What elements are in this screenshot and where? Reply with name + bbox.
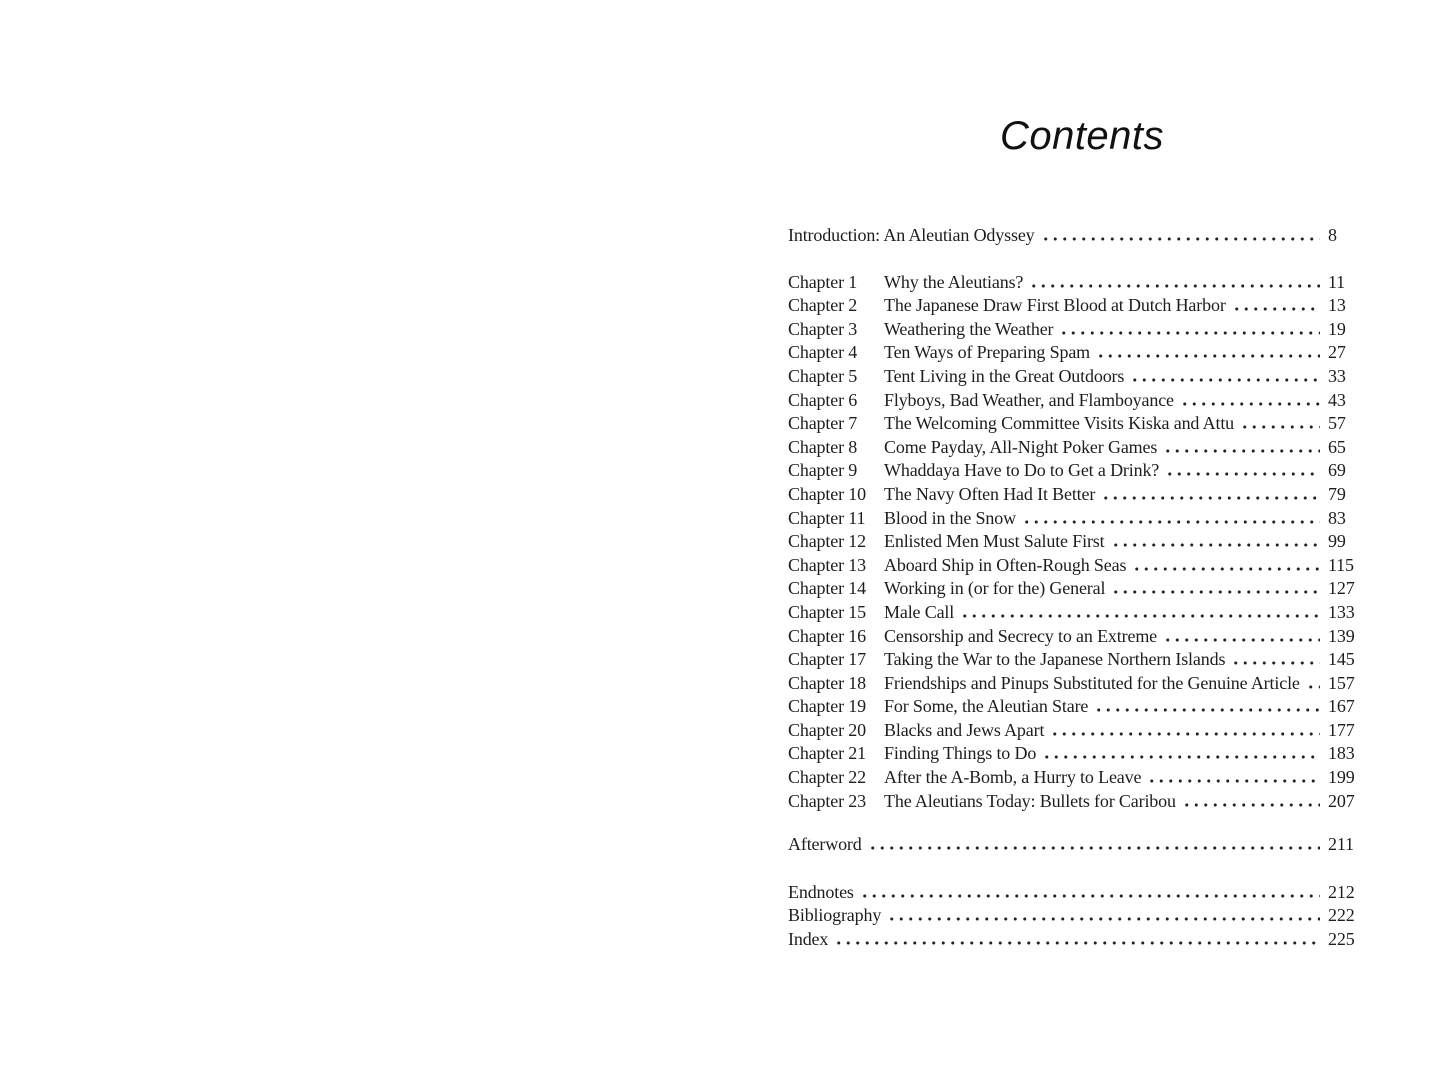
toc-row-chapter: [788, 742, 1358, 766]
toc-row-chapter: [788, 719, 1358, 743]
toc-row-afterword: [788, 833, 1358, 857]
chapter-title: Blood in the Snow: [884, 507, 1016, 528]
page-number: 157: [1328, 672, 1355, 693]
afterword-section: [788, 833, 1358, 857]
page-number: 13: [1328, 295, 1346, 316]
toc-row-chapter: [788, 648, 1358, 672]
contents-sheet: [788, 0, 1358, 952]
entry-title: Bibliography: [788, 905, 882, 926]
page-number: 11: [1328, 271, 1346, 292]
page-number: 145: [1328, 649, 1355, 670]
toc-row-introduction: [788, 224, 1358, 248]
intro-section: [788, 224, 1358, 248]
chapter-label: Chapter 10: [788, 483, 866, 504]
page-number: 79: [1328, 483, 1346, 504]
page-number: 211: [1328, 834, 1354, 855]
chapter-title: The Aleutians Today: Bullets for Caribou: [884, 790, 1176, 811]
page-number: 212: [1328, 881, 1355, 902]
chapter-label: Chapter 4: [788, 342, 858, 363]
toc-row-back-matter: [788, 881, 1358, 905]
chapter-title: Weathering the Weather: [884, 318, 1054, 339]
toc-row-chapter: [788, 294, 1358, 318]
toc-row-chapter: [788, 459, 1358, 483]
toc-row-chapter: [788, 790, 1358, 814]
toc-row-back-matter: [788, 928, 1358, 952]
toc-row-back-matter: [788, 904, 1358, 928]
chapter-title: Censorship and Secrecy to an Extreme: [884, 625, 1158, 646]
toc-row-chapter: [788, 672, 1358, 696]
chapter-label: Chapter 6: [788, 389, 858, 410]
toc-row-chapter: [788, 271, 1358, 295]
chapter-label: Chapter 16: [788, 625, 866, 646]
entry-title: Introduction: An Aleutian Odyssey: [788, 225, 1035, 245]
toc-row-chapter: [788, 436, 1358, 460]
toc-row-chapter: [788, 554, 1358, 578]
chapter-label: Chapter 8: [788, 436, 858, 457]
page-number: 199: [1328, 767, 1355, 788]
page-number: 225: [1328, 929, 1355, 950]
page-number: 183: [1328, 743, 1355, 764]
chapter-label: Chapter 22: [788, 767, 866, 788]
page-number: 43: [1328, 389, 1346, 410]
page-number: 127: [1328, 578, 1355, 599]
toc-row-chapter: [788, 577, 1358, 601]
entry-title: Endnotes: [788, 881, 854, 902]
page-number: 177: [1328, 719, 1355, 740]
page-number: 167: [1328, 696, 1355, 717]
chapter-title: Taking the War to the Japanese Northern Islands: [884, 649, 1226, 670]
page-number: 33: [1328, 365, 1346, 386]
toc-row-chapter: [788, 412, 1358, 436]
chapter-title: Enlisted Men Must Salute First: [884, 531, 1105, 552]
toc-row-chapter: [788, 601, 1358, 625]
chapter-label: Chapter 19: [788, 696, 866, 717]
page-number: 19: [1328, 318, 1346, 339]
page-title: Contents: [999, 114, 1165, 158]
chapter-label: Chapter 15: [788, 601, 866, 622]
toc-row-chapter: [788, 483, 1358, 507]
toc-row-chapter: [788, 318, 1358, 342]
toc-row-chapter: [788, 530, 1358, 554]
chapter-title: The Welcoming Committee Visits Kiska and Attu: [884, 413, 1235, 434]
chapter-title: Friendships and Pinups Substituted for the Genuine Article: [884, 672, 1300, 693]
chapter-list: [788, 271, 1358, 814]
chapter-label: Chapter 1: [788, 271, 858, 292]
toc-row-chapter: [788, 365, 1358, 389]
page-number: 8: [1328, 225, 1337, 245]
chapter-label: Chapter 3: [788, 318, 858, 339]
chapter-label: Chapter 13: [788, 554, 866, 575]
chapter-title: Ten Ways of Preparing Spam: [884, 342, 1091, 363]
chapter-title: After the A-Bomb, a Hurry to Leave: [884, 767, 1142, 788]
chapter-label: Chapter 7: [788, 413, 858, 434]
entry-title: Index: [788, 929, 829, 950]
table-of-contents: [788, 224, 1358, 952]
chapter-title: Male Call: [884, 601, 955, 622]
chapter-label: Chapter 23: [788, 790, 866, 811]
chapter-title: Come Payday, All-Night Poker Games: [884, 436, 1158, 457]
chapter-label: Chapter 9: [788, 460, 858, 481]
page-number: 57: [1328, 413, 1346, 434]
page-number: 133: [1328, 601, 1355, 622]
page-number: 83: [1328, 507, 1346, 528]
toc-row-chapter: [788, 341, 1358, 365]
chapter-label: Chapter 18: [788, 672, 866, 693]
page-number: 27: [1328, 342, 1346, 363]
page-number: 139: [1328, 625, 1355, 646]
page-number: 222: [1328, 905, 1355, 926]
page-number: 115: [1328, 554, 1354, 575]
toc-row-chapter: [788, 695, 1358, 719]
toc-row-chapter: [788, 766, 1358, 790]
chapter-title: Working in (or for the) General: [884, 578, 1106, 599]
chapter-label: Chapter 12: [788, 531, 866, 552]
chapter-label: Chapter 2: [788, 295, 858, 316]
back-matter-list: [788, 881, 1358, 952]
chapter-title: Aboard Ship in Often-Rough Seas: [884, 554, 1127, 575]
chapter-label: Chapter 20: [788, 719, 866, 740]
chapter-title: The Japanese Draw First Blood at Dutch Harbor: [884, 295, 1226, 316]
page-number: 65: [1328, 436, 1346, 457]
chapter-title: Finding Things to Do: [884, 743, 1037, 764]
chapter-title: Whaddaya Have to Do to Get a Drink?: [884, 460, 1160, 481]
page-number: 99: [1328, 531, 1346, 552]
entry-title: Afterword: [788, 834, 862, 855]
chapter-title: The Navy Often Had It Better: [884, 483, 1096, 504]
page-number: 207: [1328, 790, 1355, 811]
chapter-label: Chapter 14: [788, 578, 866, 599]
chapter-label: Chapter 17: [788, 649, 866, 670]
chapter-label: Chapter 21: [788, 743, 866, 764]
chapter-label: Chapter 5: [788, 365, 858, 386]
chapter-title: Tent Living in the Great Outdoors: [884, 365, 1125, 386]
chapter-title: Why the Aleutians?: [884, 271, 1024, 292]
chapter-title: Blacks and Jews Apart: [884, 719, 1045, 740]
chapter-label: Chapter 11: [788, 507, 866, 528]
chapter-title: Flyboys, Bad Weather, and Flamboyance: [884, 389, 1174, 410]
toc-row-chapter: [788, 507, 1358, 531]
chapter-title: For Some, the Aleutian Stare: [884, 696, 1089, 717]
toc-row-chapter: [788, 389, 1358, 413]
page-number: 69: [1328, 460, 1346, 481]
toc-row-chapter: [788, 625, 1358, 649]
